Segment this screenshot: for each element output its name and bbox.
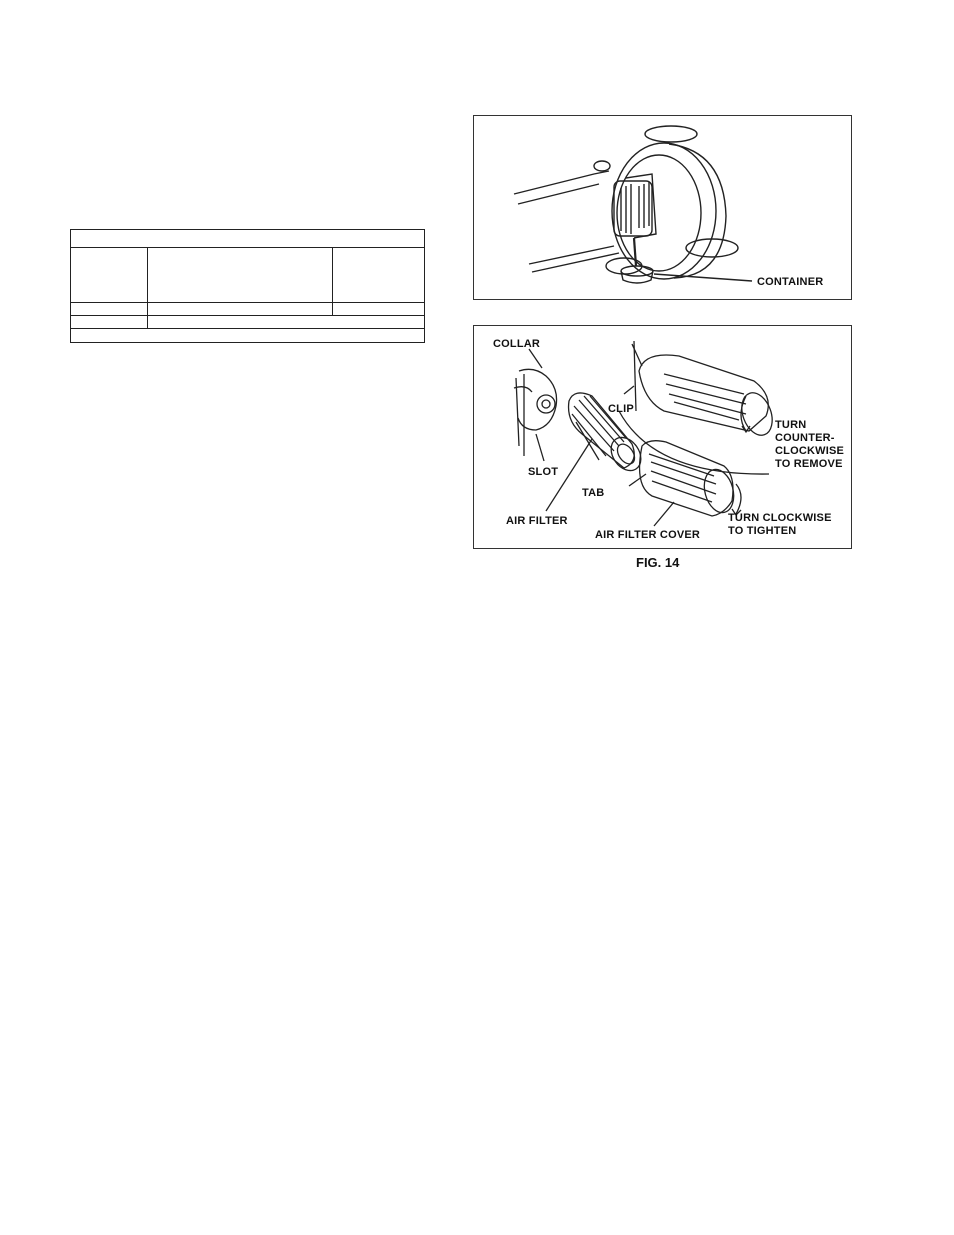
table-rule [71,315,424,316]
figure-air-filter [473,325,852,549]
label-turn-counter-2: COUNTER- [775,432,835,444]
label-slot: SLOT [528,466,559,478]
label-turn-clockwise-2: TO TIGHTEN [728,525,797,537]
figure-mower-drain [473,115,852,300]
label-tab: TAB [582,487,605,499]
label-air-filter: AIR FILTER [506,515,568,527]
label-turn-counter-1: TURN [775,419,807,431]
table-column-rule [147,247,148,328]
figure-caption: FIG. 14 [636,555,680,570]
label-clip: CLIP [608,403,634,415]
table-rule [71,328,424,329]
table-rule [71,247,424,248]
label-turn-counter-4: TO REMOVE [775,458,843,470]
table-column-rule [332,247,333,315]
label-turn-counter-3: CLOCKWISE [775,445,845,457]
label-collar: COLLAR [493,338,541,350]
table-rule [71,302,424,303]
label-air-filter-cover: AIR FILTER COVER [595,529,701,541]
mower-illustration [474,116,853,301]
label-container: CONTAINER [757,276,824,288]
empty-table [70,229,425,343]
label-turn-clockwise-1: TURN CLOCKWISE [728,512,832,524]
